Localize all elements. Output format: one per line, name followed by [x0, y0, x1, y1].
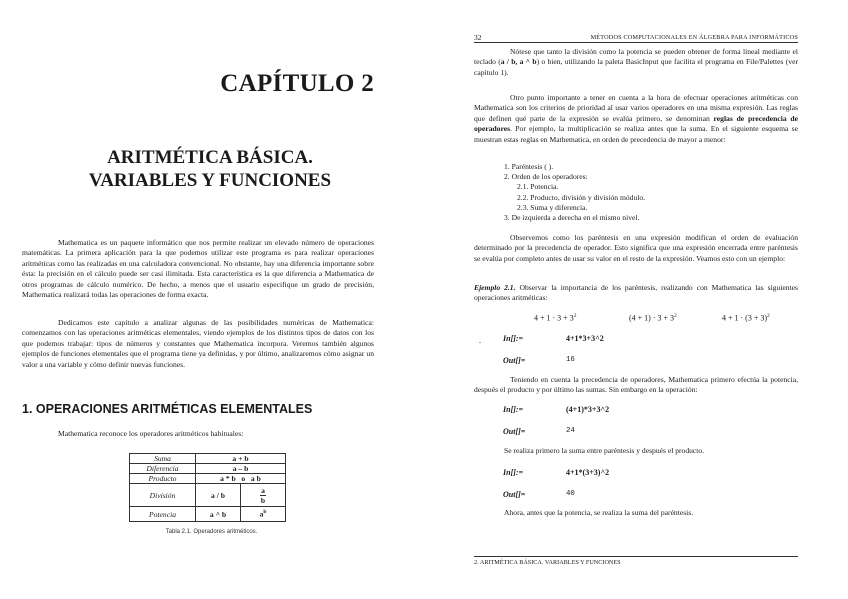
table-row	[130, 484, 286, 507]
paragraph-text	[474, 47, 798, 78]
input-label: In[]:=	[503, 405, 524, 414]
fraction	[260, 486, 266, 505]
output-label: Out[]=	[503, 427, 526, 436]
list-item: 2.1. Potencia.	[517, 182, 559, 192]
table-caption: Tabla 2.1. Operadores aritméticos.	[165, 529, 258, 535]
equation-text: 4 + 1 · 3 + 3	[534, 313, 574, 323]
header-rule	[474, 42, 798, 43]
equation-2	[629, 313, 677, 323]
text-bold: a / b, a ^ b	[500, 57, 537, 67]
equation-1	[534, 313, 576, 323]
paragraph-explanation	[474, 375, 798, 396]
table-row	[130, 464, 286, 474]
precedence-list	[504, 162, 645, 223]
row-label: Producto	[130, 474, 196, 484]
row-value: a – b	[196, 464, 286, 474]
paragraph-sum-first: Se realiza primero la suma entre paréntesis y después el producto.	[504, 446, 705, 455]
operators-table	[129, 453, 286, 522]
list-item: 2.3. Suma y diferencia.	[517, 202, 588, 212]
stray-dot: .	[479, 336, 481, 345]
paragraph-parentheses	[474, 233, 798, 264]
example-text: Observar la importancia de los paréntesis, realizando con Mathematica las siguientes operaciones aritméticas:	[474, 283, 798, 303]
chapter-title-line-1: ARITMÉTICA BÁSICA.	[107, 147, 313, 168]
example-paragraph	[474, 283, 798, 304]
section-heading: 1. OPERACIONES ARITMÉTICAS ELEMENTALES	[22, 402, 313, 416]
list-item: 1. Paréntesis ( ).	[504, 162, 554, 171]
row-label: División	[130, 484, 196, 507]
table-row	[130, 454, 286, 464]
power-exponent: b	[263, 509, 267, 516]
text-run: . Por ejemplo, la multiplicación se realiza antes que la suma. En el siguiente esquema se muestran estas reglas en Mathematica, en orden de precedencia de mayor a menor:	[474, 124, 798, 144]
paragraph-sum-before-power: Ahora, antes que la potencia, se realiza la suma del paréntesis.	[504, 508, 694, 517]
input-code: 4+1*3+3^2	[566, 334, 604, 343]
output-label: Out[]=	[503, 356, 526, 365]
intro-paragraph-2	[22, 318, 374, 370]
row-value: a + b	[196, 454, 286, 464]
footer-rule	[474, 556, 798, 557]
table-row	[130, 474, 286, 484]
paragraph-division-power	[474, 47, 798, 78]
section-intro: Mathematica reconoce los operadores aritméticos habituales:	[58, 429, 244, 438]
chapter-title	[60, 146, 360, 192]
chapter-heading: CAPÍTULO 2	[220, 70, 374, 97]
intro-paragraph-1	[22, 238, 374, 300]
text-run: Otro punto importante a tener en cuenta a la hora de efectuar operaciones aritméticas con Mathematica son los criterios de prioridad al usar varios operadores en una misma expresión. Las reglas que definen qué parte de la expresión se evalúa primero, se denominan	[474, 93, 798, 123]
equation-exponent: 2	[674, 313, 677, 319]
list-item: 2. Orden de los operadores:	[504, 172, 588, 182]
example-label: Ejemplo 2.1.	[474, 283, 516, 292]
row-label: Diferencia	[130, 464, 196, 474]
equation-text: 4 + 1 · (3 + 3)	[722, 313, 768, 323]
row-value: a ^ b	[196, 507, 241, 522]
intro-paragraph-2-text: Dedicamos este capítulo a analizar algunas de las posibilidades numéricas de Mathematica: comenzamos con las operaciones aritméticas elementales, viendo ejemplos de los distintos tipos de datos con los que podemos trabajar: tipos de números y constantes que Mathematica incorpora. Veremos también algunos ejemplos de funciones elementales que el programa tiene ya definidas, y por último, analizaremos cómo asignar un valor a una variable y cómo definir nuevas funciones.	[22, 318, 374, 369]
power-base: a	[259, 509, 264, 519]
input-code: 4+1*(3+3)^2	[566, 468, 610, 477]
row-power	[241, 507, 286, 522]
row-label: Potencia	[130, 507, 196, 522]
input-label: In[]:=	[503, 334, 524, 343]
output-value: 24	[566, 427, 575, 435]
paragraph-text	[474, 93, 798, 145]
chapter-title-line-2: VARIABLES Y FUNCIONES	[88, 170, 332, 191]
fraction-denominator: b	[260, 495, 266, 505]
row-value: a * b o a b	[196, 474, 286, 484]
input-code: (4+1)*3+3^2	[566, 405, 610, 414]
text-bold: reglas de precedencia de operadores	[474, 113, 798, 134]
input-label: In[]:=	[503, 468, 524, 477]
row-fraction	[241, 484, 286, 507]
right-page	[424, 0, 848, 599]
output-value: 16	[566, 356, 575, 364]
row-value: a / b	[196, 484, 241, 507]
table-row	[130, 507, 286, 522]
paragraph-precedence	[474, 93, 798, 145]
paragraph-text: Teniendo en cuenta la precedencia de operadores, Mathematica primero efectúa la potencia, después el producto y por último las sumas. Sin embargo en la operación:	[474, 375, 798, 395]
page-footer: 2. ARITMÉTICA BÁSICA. VARIABLES Y FUNCIONES	[474, 559, 621, 566]
text-run: Nótese que tanto la división como la potencia se pueden obtener de forma lineal mediante el teclado (	[474, 47, 798, 67]
list-item: 3. De izquierda a derecha en el mismo nivel.	[504, 213, 640, 223]
row-label: Suma	[130, 454, 196, 464]
fraction-numerator: a	[261, 485, 265, 495]
list-item: 2.2. Producto, división y división módulo.	[517, 192, 646, 202]
equation-exponent: 2	[767, 313, 770, 319]
output-label: Out[]=	[503, 490, 526, 499]
page-number: 32	[474, 33, 482, 42]
intro-paragraph-1-text: Mathematica es un paquete informático que nos permite realizar un elevado número de operaciones matemáticas. La primera aplicación para la que podemos utilizar este programa es para realizar operaciones aritméticas como las realizadas en una calculadora convencional. No obstante, hay una diferencia importante sobre ésta: la precisión en el cálculo puede ser casi ilimitada. Esta característica es la que diferencia a Mathematica de otros programas de cálculo numérico. De hecho, a menos que el usuario especifique un grado de precisión, Mathematica realizará todas las operaciones de forma exacta.	[22, 238, 374, 300]
paragraph-text: Observemos como los paréntesis en una expresión modifican el orden de evaluación determinado por la precedencia de operador. Esto significa que una expresión encerrada entre paréntesis se evalúa por completo antes de usar su valor en el resto de la expresión. Veamos esto con un ejemplo:	[474, 233, 798, 263]
equation-exponent: 2	[573, 313, 577, 319]
running-header: MÉTODOS COMPUTACIONALES EN ÁLGEBRA PARA INFORMÁTICOS	[590, 34, 798, 41]
equation-3	[722, 313, 770, 323]
text-run: ) o bien, utilizando la paleta BasicInput que facilita el programa en File/Palettes (ver capítulo 1).	[474, 57, 798, 77]
equation-text: (4 + 1) · 3 + 3	[629, 313, 675, 323]
output-value: 40	[566, 490, 575, 498]
